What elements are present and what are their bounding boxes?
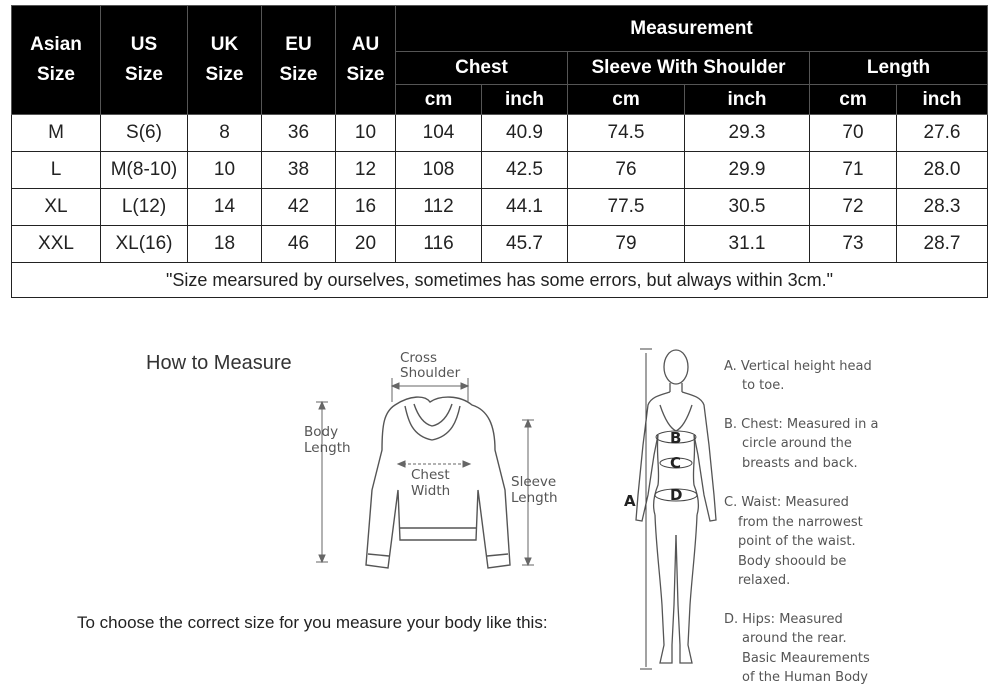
label-cross-shoulder-2: Shoulder <box>400 365 461 381</box>
table-row <box>12 189 988 226</box>
table-cell: 45.7 <box>482 226 568 263</box>
legend-c-line-5: relaxed. <box>738 573 791 588</box>
table-cell: 71 <box>810 152 897 189</box>
table-note-row <box>12 263 988 298</box>
legend-b-line-2: circle around the <box>742 436 852 451</box>
table-cell: 108 <box>396 152 482 189</box>
label-chest-width-1: Chest <box>411 467 450 483</box>
table-cell: 40.9 <box>482 115 568 152</box>
table-cell: L(12) <box>101 189 188 226</box>
guide-title: How to Measure <box>146 352 292 374</box>
header-au-size: AU Size <box>336 6 396 115</box>
table-cell: 112 <box>396 189 482 226</box>
table-row <box>12 152 988 189</box>
table-cell: 42 <box>262 189 336 226</box>
unit-length-cm: cm <box>810 85 897 115</box>
unit-sleeve-inch: inch <box>685 85 810 115</box>
table-cell: 46 <box>262 226 336 263</box>
unit-chest-inch: inch <box>482 85 568 115</box>
body-legend <box>720 352 990 687</box>
table-cell: 76 <box>568 152 685 189</box>
table-cell: 16 <box>336 189 396 226</box>
header-eu-size: EU Size <box>262 6 336 115</box>
label-sleeve-length-1: Sleeve <box>511 474 557 490</box>
header-sleeve-with-shoulder: Sleeve With Shoulder <box>568 52 810 85</box>
body-letter-c: C <box>670 454 682 472</box>
table-cell: 36 <box>262 115 336 152</box>
table-cell: XXL <box>12 226 101 263</box>
legend-b-line-1: B. Chest: Measured in a <box>724 417 879 432</box>
table-cell: 8 <box>188 115 262 152</box>
table-cell: 28.0 <box>897 152 988 189</box>
header-us-size: US Size <box>101 6 188 115</box>
body-letter-d: D <box>670 486 683 504</box>
body-outline <box>636 350 716 663</box>
unit-length-inch: inch <box>897 85 988 115</box>
header-measurement: Measurement <box>396 6 988 52</box>
table-cell: 18 <box>188 226 262 263</box>
legend-d-line-2: around the rear. <box>742 631 847 646</box>
size-chart-table <box>11 5 988 298</box>
header-length: Length <box>810 52 988 85</box>
label-chest-width-2: Width <box>411 483 451 499</box>
legend-b-line-3: breasts and back. <box>742 456 858 471</box>
table-cell: 10 <box>188 152 262 189</box>
table-cell: M(8-10) <box>101 152 188 189</box>
label-body-length-1: Body <box>304 424 339 440</box>
table-cell: 29.9 <box>685 152 810 189</box>
legend-a-line-2: to toe. <box>742 378 785 393</box>
table-cell: 20 <box>336 226 396 263</box>
legend-c-line-4: Body shoould be <box>738 554 847 569</box>
table-cell: 28.7 <box>897 226 988 263</box>
table-cell: 10 <box>336 115 396 152</box>
header-asian-size: Asian Size <box>12 6 101 115</box>
guide-instruction: To choose the correct size for you measure your body like this: <box>77 613 548 632</box>
table-cell: 116 <box>396 226 482 263</box>
table-cell: 27.6 <box>897 115 988 152</box>
label-body-length-2: Length <box>304 440 351 456</box>
legend-c-line-3: point of the waist. <box>738 534 856 549</box>
legend-d-line-4: of the Human Body <box>742 670 868 685</box>
body-letter-b: B <box>670 429 682 447</box>
table-cell: 44.1 <box>482 189 568 226</box>
body-letter-a: A <box>624 492 636 510</box>
table-cell: 38 <box>262 152 336 189</box>
header-chest: Chest <box>396 52 568 85</box>
table-cell: 70 <box>810 115 897 152</box>
legend-a-line-1: A. Vertical height head <box>724 359 872 374</box>
table-cell: XL(16) <box>101 226 188 263</box>
legend-c-line-1: C. Waist: Measured <box>724 495 849 510</box>
table-cell: 29.3 <box>685 115 810 152</box>
table-row <box>12 115 988 152</box>
table-cell: 30.5 <box>685 189 810 226</box>
header-uk-size: UK Size <box>188 6 262 115</box>
table-cell: S(6) <box>101 115 188 152</box>
table-cell: 14 <box>188 189 262 226</box>
legend-d-line-1: D. Hips: Measured <box>724 612 843 627</box>
legend-d-line-3: Basic Meaurements <box>742 651 870 666</box>
body-diagram <box>618 345 730 680</box>
table-cell: 42.5 <box>482 152 568 189</box>
unit-chest-cm: cm <box>396 85 482 115</box>
table-cell: 72 <box>810 189 897 226</box>
table-note: "Size mearsured by ourselves, sometimes has some errors, but always within 3cm." <box>12 263 988 298</box>
table-cell: 12 <box>336 152 396 189</box>
label-sleeve-length-2: Length <box>511 490 558 506</box>
label-cross-shoulder-1: Cross <box>400 350 438 366</box>
unit-sleeve-cm: cm <box>568 85 685 115</box>
table-cell: L <box>12 152 101 189</box>
table-cell: 77.5 <box>568 189 685 226</box>
table-cell: 104 <box>396 115 482 152</box>
body-measure-lines <box>640 349 697 669</box>
table-cell: 31.1 <box>685 226 810 263</box>
legend-c-line-2: from the narrowest <box>738 515 863 530</box>
table-row <box>12 226 988 263</box>
table-cell: XL <box>12 189 101 226</box>
sweater-diagram <box>300 340 570 580</box>
table-cell: 79 <box>568 226 685 263</box>
table-cell: 73 <box>810 226 897 263</box>
table-cell: 74.5 <box>568 115 685 152</box>
table-cell: M <box>12 115 101 152</box>
table-cell: 28.3 <box>897 189 988 226</box>
